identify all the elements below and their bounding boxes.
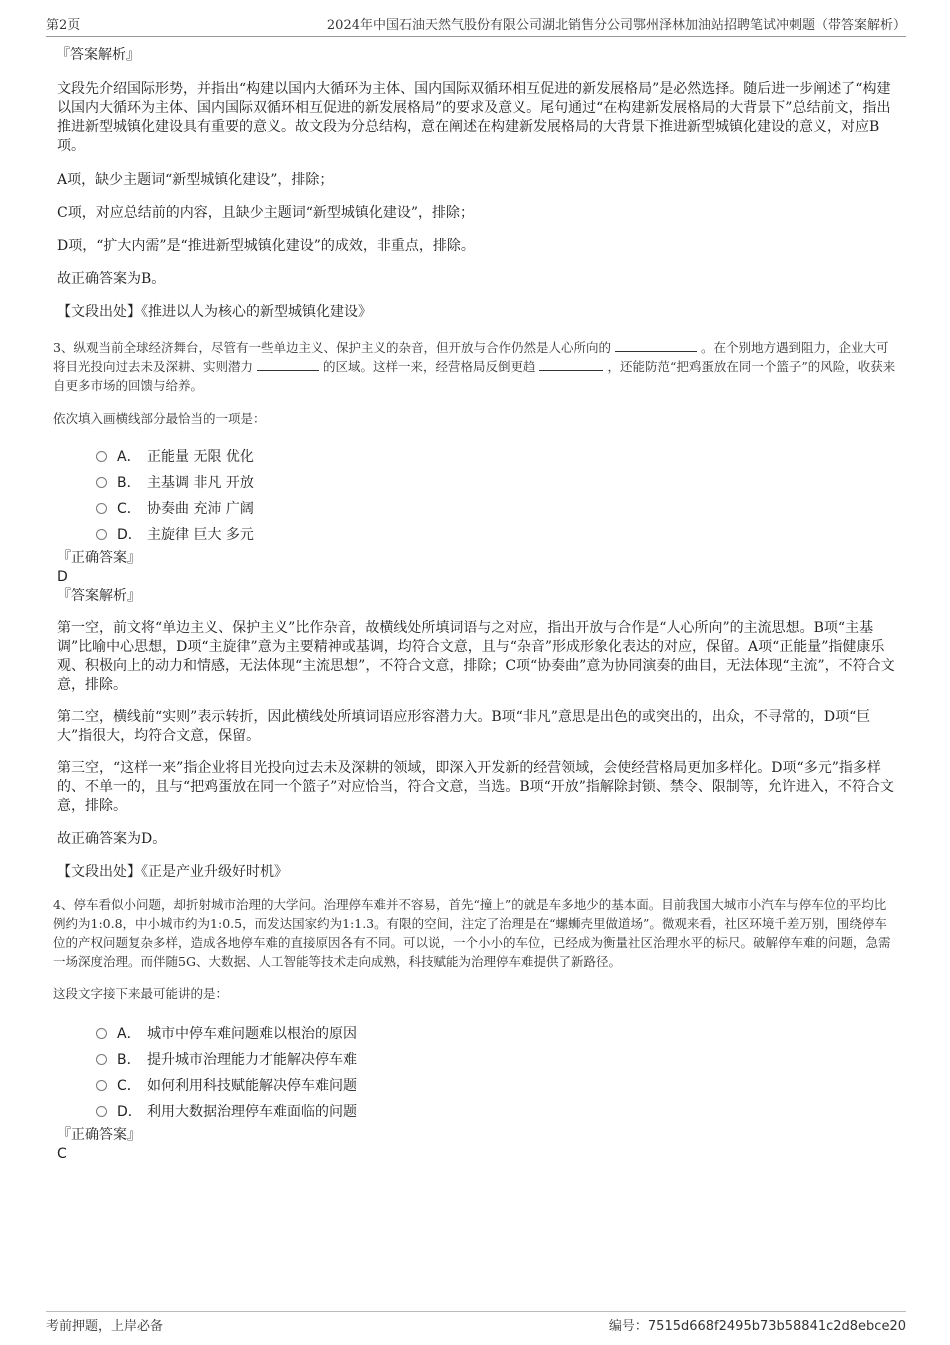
radio-icon[interactable] — [96, 503, 107, 514]
question-3-prompt: 依次填入画横线部分最恰当的一项是： — [53, 411, 266, 426]
blank-1 — [615, 339, 697, 352]
radio-icon[interactable] — [96, 1080, 107, 1091]
analysis-option-d: D项，“扩大内需”是“推进新型城镇化建设”的成效，非重点，排除。 — [57, 238, 475, 254]
blank-3 — [539, 358, 603, 371]
correct-answer-label: 『正确答案』 — [57, 550, 141, 566]
document-title: 2024年中国石油天然气股份有限公司湖北销售分公司鄂州泽林加油站招聘笔试冲刺题（带答案解析） — [326, 18, 906, 33]
page-number: 第2页 — [46, 18, 81, 33]
radio-icon[interactable] — [96, 451, 107, 462]
q4-option-a[interactable]: A． 城市中停车难问题难以根治的原因 — [96, 1020, 897, 1046]
analysis-conclusion: 故正确答案为B。 — [57, 271, 166, 287]
analysis-option-c: C项，对应总结前的内容，且缺少主题词“新型城镇化建设”，排除； — [57, 205, 475, 221]
correct-answer: D — [57, 569, 68, 585]
q3-option-c[interactable]: C． 协奏曲 充沛 广阔 — [96, 495, 897, 521]
footer-slogan: 考前押题，上岸必备 — [46, 1319, 164, 1334]
source-citation: 【文段出处】《推进以人为核心的新型城镇化建设》 — [57, 304, 372, 320]
analysis-label: 『答案解析』 — [57, 588, 141, 604]
radio-icon[interactable] — [96, 1106, 107, 1117]
question-3-stem: 3、纵观当前全球经济舞台，尽管有一些单边主义、保护主义的杂音，但开放与合作仍然是人心所向的 。在个别地方遇到阻力，企业大可将目光投向过去未及深耕、实则潜力 的区域。这样一来，经营格局反倒更趋 ，还能防范“把鸡蛋放在同一个篮子”的风险，收获来自更多市场的回馈与给养。 — [53, 340, 896, 393]
blank-2 — [257, 358, 319, 371]
analysis-blank-3: 第三空，“这样一来”指企业将目光投向过去未及深耕的领域，即深入开发新的经营领域，会使经营格局更加多样化。D项“多元”指多样的、不单一的，且与“把鸡蛋放在同一个篮子”对应恰当，符合文意，当选。B项“开放”指解除封锁、禁令、限制等，允许进入，不符合文意，排除。 — [57, 760, 894, 814]
analysis-label: 『答案解析』 — [56, 47, 140, 63]
page-content — [53, 46, 897, 1164]
radio-icon[interactable] — [96, 529, 107, 540]
analysis-option-a: A项，缺少主题词“新型城镇化建设”，排除； — [57, 172, 334, 188]
question-4-stem: 4、停车看似小问题，却折射城市治理的大学问。治理停车难并不容易，首先“撞上”的就是车多地少的基本面。目前我国大城市小汽车与停车位的平均比例约为1:0.8，中小城市约为1:0.5，而发达国家约为1:1.3。有限的空间，注定了治理是在“螺蛳壳里做道场”。微观来看，社区环境千差万别，围绕停车位的产权问题复杂多样，造成各地停车难的直接原因各有不同。可以说，一个小小的车位，已经成为衡量社区治理水平的标尺。破解停车难的问题，急需一场深度治理。而伴随5G、大数据、人工智能等技术走向成熟，科技赋能为治理停车难提供了新路径。 — [53, 897, 891, 969]
document-code: 编号：7515d668f2495b73b58841c2d8ebce20 — [608, 1319, 906, 1334]
q4-option-c[interactable]: C． 如何利用科技赋能解决停车难问题 — [96, 1072, 897, 1098]
q3-option-d[interactable]: D． 主旋律 巨大 多元 — [96, 521, 897, 547]
question-4-prompt: 这段文字接下来最可能讲的是： — [53, 986, 229, 1001]
analysis-blank-2: 第二空，横线前“实则”表示转折，因此横线处所填词语应形容潜力大。B项“非凡”意思是出色的或突出的，出众，不寻常的，D项“巨大”指很大，均符合文意，保留。 — [57, 709, 871, 744]
radio-icon[interactable] — [96, 1028, 107, 1039]
question-4-options — [57, 1020, 897, 1124]
page-header — [46, 14, 906, 37]
radio-icon[interactable] — [96, 1054, 107, 1065]
analysis-paragraph: 文段先介绍国际形势，并指出“构建以国内大循环为主体、国内国际双循环相互促进的新发展格局”是必然选择。随后进一步阐述了“构建以国内大循环为主体、国内国际双循环相互促进的新发展格局”的要求及意义。尾句通过“在构建新发展格局的大背景下”总结前文，指出推进新型城镇化建设具有重要的意义。故文段为分总结构，意在阐述在构建新发展格局的大背景下推进新型城镇化建设的意义，对应B项。 — [57, 81, 891, 154]
page-footer — [46, 1311, 906, 1334]
correct-answer-label: 『正确答案』 — [57, 1127, 141, 1143]
q3-option-b[interactable]: B． 主基调 非凡 开放 — [96, 469, 897, 495]
analysis-conclusion: 故正确答案为D。 — [57, 831, 167, 847]
question-3-options — [57, 443, 897, 547]
analysis-blank-1: 第一空，前文将“单边主义、保护主义”比作杂音，故横线处所填词语与之对应，指出开放与合作是“人心所向”的主流思想。B项“主基调”比喻中心思想，D项“主旋律”意为主要精神或基调，均符合文意，且与“杂音”形成形象化表达的对应，保留。A项“正能量”指健康乐观、积极向上的动力和情感，无法体现“主流思想”，不符合文意，排除；C项“协奏曲”意为协同演奏的曲目，无法体现“主流”，不符合文意，排除。 — [57, 620, 895, 693]
q3-option-a[interactable]: A． 正能量 无限 优化 — [96, 443, 897, 469]
q4-option-d[interactable]: D． 利用大数据治理停车难面临的问题 — [96, 1098, 897, 1124]
radio-icon[interactable] — [96, 477, 107, 488]
source-citation: 【文段出处】《正是产业升级好时机》 — [57, 864, 288, 880]
correct-answer: C — [57, 1146, 67, 1162]
q4-option-b[interactable]: B． 提升城市治理能力才能解决停车难 — [96, 1046, 897, 1072]
